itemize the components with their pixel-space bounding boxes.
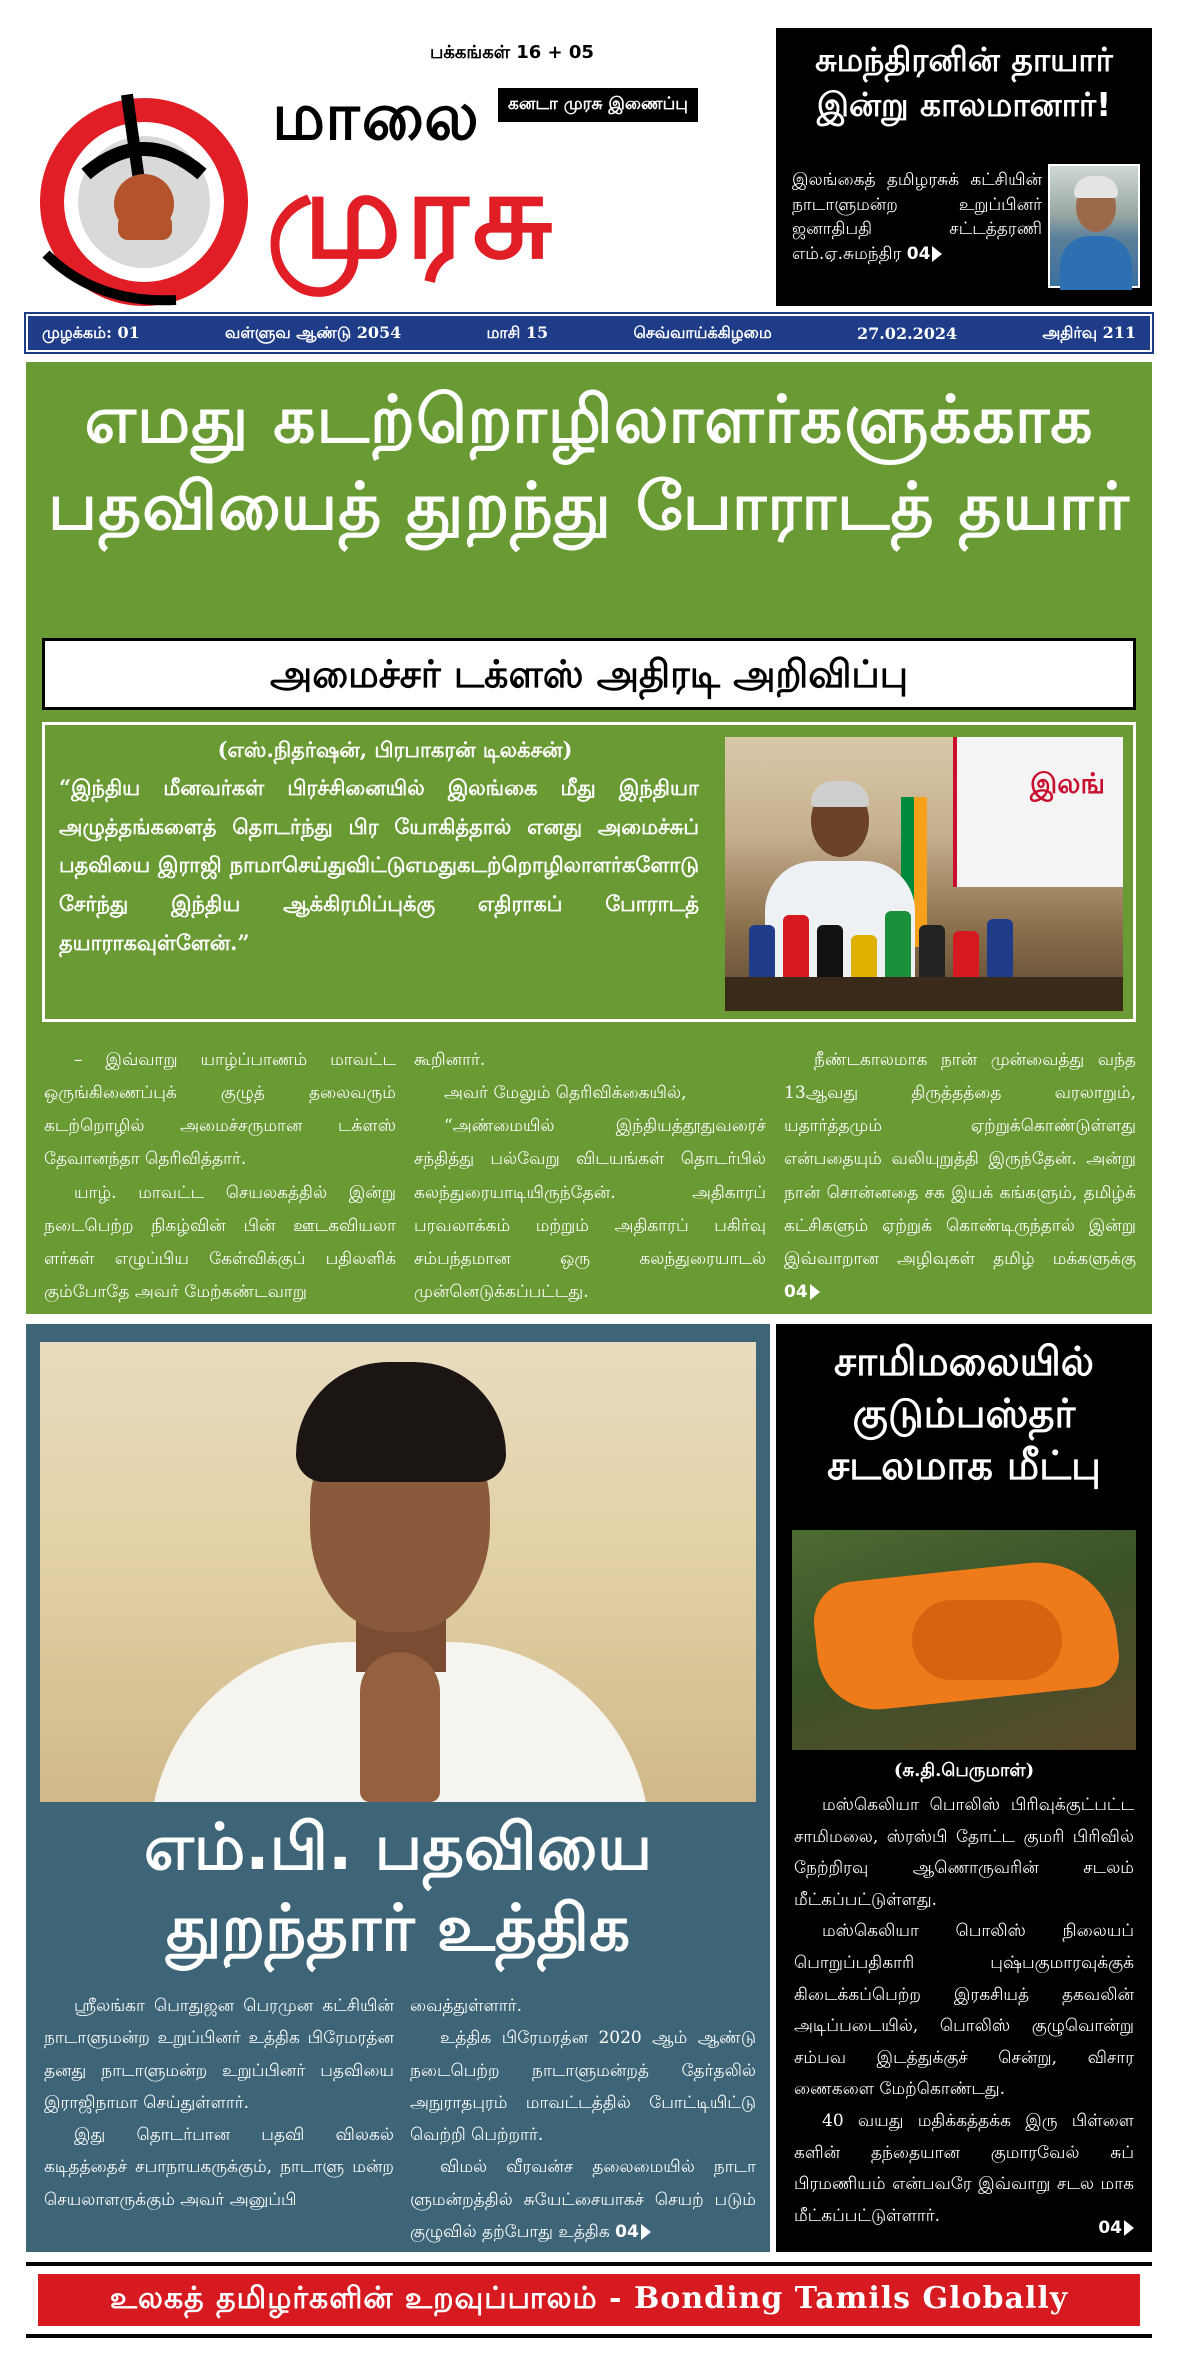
body-found-headline[interactable] [776, 1336, 1152, 1492]
lead-column-2 [414, 1044, 766, 1309]
continue-arrow-icon [1124, 2220, 1134, 2236]
paragraph: மஸ்கெலியா பொலிஸ் பிரிவுக்குட்பட்ட சாமிமலை, ஸ்ரஸ்பி தோட்ட குமரி பிரிவில் நேற்றிரவு ஆணொருவரின் சடலம் மீட்கப்பட்டுள்ளது. [794, 1795, 1134, 1910]
body-found-jump[interactable] [1098, 2218, 1134, 2238]
lead-column-3 [784, 1044, 1136, 1309]
sister-paper-badge: கனடா முரசு இணைப்பு [498, 88, 698, 122]
lead-column-1 [44, 1044, 396, 1309]
quote-box [42, 722, 1136, 1022]
lead-headline[interactable] [26, 376, 1152, 550]
weekday: செவ்வாய்க்கிழமை [633, 322, 772, 342]
death-notice-box[interactable] [776, 28, 1152, 306]
lead-story [26, 362, 1152, 1314]
resignation-jump[interactable] [615, 2222, 651, 2242]
resignation-story [26, 1324, 770, 2252]
paragraph [410, 2151, 756, 2248]
press-conference-photo [725, 737, 1123, 1011]
death-notice-text [792, 168, 1042, 267]
lead-headline-line1: எமது கடற்றொழிலாளர்களுக்காக [84, 381, 1094, 458]
masthead [26, 24, 766, 314]
resignation-headline-line1: எம்.பி. பதவியை [143, 1811, 653, 1885]
paragraph: வைத்துள்ளார். [410, 1996, 523, 2016]
body-found-text [794, 1790, 1134, 2233]
tamil-year: வள்ளுவ ஆண்டு 2054 [225, 322, 402, 342]
death-notice-body: இலங்கைத் தமிழரசுக் கட்சியின் நாடாளுமன்ற உறுப்பினர் ஜனாதிபதி சட்டத்தரணி எம்.ஏ.சுமந்திர [792, 170, 1042, 264]
masthead-title-main: முரசு [266, 144, 557, 286]
dateline-bar [26, 314, 1152, 352]
paragraph: உத்திக பிரேமரத்ன 2020 ஆம் ஆண்டு நடைபெற்ற நாடாளுமன்றத் தேர்தலில் அநுராதபுரம் மாவட்டத்தில் போட்டியிட்டு வெற்றி பெற்றார். [410, 2028, 756, 2146]
paragraph-text: நீண்டகாலமாக நான் முன்வைத்து வந்த 13ஆவது திருத்தத்தை வரலாறும், யதார்த்தமும் ஏற்றுக்கொண்டுள்ளது என்பதையும் வலியுறுத்தி இருந்தேன். அன்று நான் சொன்னதை சக இயக் கங்களும், தமிழ்க் கட்சிகளும் ஏற்றுக் கொண்டிருந்தால் இன்று இவ்வாறான அழிவுகள் தமிழ் மக்களுக்கு [784, 1050, 1136, 1269]
footer-banner [26, 2262, 1152, 2338]
lead-subheadline: அமைச்சர் டக்ளஸ் அதிரடி அறிவிப்பு [42, 638, 1136, 710]
paragraph: கூறினார். [414, 1050, 486, 1070]
body-found-byline: (சு.தி.பெருமாள்) [893, 1760, 1035, 1781]
page-count: பக்கங்கள் 16 + 05 [430, 42, 594, 63]
resignation-headline[interactable] [26, 1808, 770, 1969]
slogan-text: உலகத் தமிழர்களின் உறவுப்பாலம் - Bonding Tamils Globally [109, 2280, 1069, 2316]
logo-drum-icon [26, 64, 276, 314]
paragraph: அவர் மேலும் தெரிவிக்கையில், [444, 1083, 687, 1104]
jump-page: 04 [615, 2222, 639, 2243]
lead-jump[interactable] [784, 1282, 820, 1302]
continue-arrow-icon [932, 246, 942, 262]
paragraph: யாழ். மாவட்ட செயலகத்தில் இன்று நடைபெற்ற நிகழ்வின் பின் ஊடகவியலா ளர்கள் எழுப்பிய கேள்விக்குப் பதிலளிக் கும்போதே அவர் மேற்கண்டவாறு [44, 1182, 396, 1302]
jump-page: 04 [784, 1281, 808, 1302]
masthead-title-top: மாலை [272, 78, 481, 155]
tamil-date: மாசி 15 [486, 322, 549, 342]
death-notice-jump[interactable] [907, 244, 943, 264]
paragraph: இது தொடர்பான பதவி விலகல் கடிதத்தைச் சபாநாயகருக்கும், நாடாளு மன்ற செயலாளருக்கும் அவர் அனுப்பி [44, 2125, 394, 2210]
resignation-headline-line2: துறந்தார் உத்திக [165, 1891, 631, 1966]
mp-portrait-photo [40, 1342, 756, 1802]
lead-headline-line2: பதவியைத் துறந்து போராடத் தயார் [48, 468, 1130, 546]
portrait-photo [1048, 164, 1140, 288]
issue-number: அதிர்வு 211 [1042, 322, 1136, 342]
paragraph-text: விமல் வீரவன்ச தலைமையில் நாடா ளுமன்றத்தில் சுயேட்சையாகச் செயற் படும் குழுவில் தற்போது உத்திக [410, 2157, 756, 2243]
slogan-strip [38, 2274, 1140, 2326]
resignation-column-1 [44, 1990, 394, 2216]
body-found-headline-line2: குடும்பஸ்தர் [852, 1391, 1076, 1437]
jump-page: 04 [906, 243, 931, 264]
paragraph: ஸ்ரீலங்கா பொதுஜன பெரமுன கட்சியின் நாடாளுமன்ற உறுப்பினர் உத்திக பிரேமரத்ன தனது நாடாளுமன்ற உறுப்பினர் பதவியை இராஜிநாமா செய்துள்ளார். [44, 1996, 394, 2113]
paragraph: – இவ்வாறு யாழ்ப்பாணம் மாவட்ட ஒருங்கிணைப்புக் குழுத் தலைவரும் கடற்றொழில் அமைச்சருமான டக்ளஸ் தேவானந்தா தெரிவித்தார். [44, 1050, 396, 1170]
paragraph: “அண்மையில் இந்தியத்தூதுவரைச் சந்தித்து பல்வேறு விடயங்கள் தொடர்பில் கலந்துரையாடியிருந்தேன். அதிகாரப் பரவலாக்கம் மற்றும் அதிகாரப் பகிர்வு சம்பந்தமான ஒரு கலந்துரையாடல் முன்னெடுக்கப்பட்டது. [414, 1116, 766, 1302]
paragraph [784, 1044, 1136, 1309]
lead-quote: “இந்திய மீனவர்கள் பிரச்சினையில் இலங்கை மீது இந்தியா அழுத்தங்களைத் தொடர்ந்து பிர யோகித்தால் எனது அமைச்சுப் பதவியை இராஜி நாமாசெய்துவிட்டுஎமதுகடற்றொழிலாளர்களோடு சேர்ந்து இந்திய ஆக்கிரமிப்புக்கு எதிராகப் போராடத் தயாராகவுள்ளேன்.” [59, 775, 699, 955]
photo-banner-text: இலங் [1029, 767, 1105, 800]
jump-page: 04 [1098, 2218, 1122, 2238]
issue-date: 27.02.2024 [856, 323, 958, 343]
paragraph: 40 வயது மதிக்கத்தக்க இரு பிள்ளை களின் தந்தையான குமாரவேல் சுப் பிரமணியம் என்பவரே இவ்வாறு சடல மாக மீட்கப்பட்டுள்ளார். [794, 2111, 1134, 2226]
body-found-headline-line1: சாமிமலையில் [834, 1339, 1094, 1385]
lead-byline: (எஸ்.நிதர்ஷன், பிரபாகரன் டிலக்சன்) [217, 737, 573, 762]
body-found-headline-line3: சடலமாக மீட்பு [827, 1443, 1101, 1489]
resignation-column-2 [410, 1990, 756, 2248]
volume-number: முழக்கம்: 01 [42, 322, 140, 342]
paragraph: மஸ்கெலியா பொலிஸ் நிலையப் பொறுப்பதிகாரி புஷ்பகுமாரவுக்குக் கிடைக்கப்பெற்ற இரகசியத் தகவலின் அடிப்படையில், பொலிஸ் குழுவொன்று சம்பவ இடத்துக்குச் சென்று, விசார ணைகளை மேற்கொண்டது. [794, 1921, 1134, 2100]
death-notice-headline: சுமந்திரனின் தாயார் இன்று காலமானார்! [815, 40, 1113, 124]
covered-body-photo [792, 1530, 1136, 1750]
body-found-story [776, 1324, 1152, 2252]
continue-arrow-icon [641, 2224, 651, 2240]
continue-arrow-icon [810, 1284, 820, 1300]
